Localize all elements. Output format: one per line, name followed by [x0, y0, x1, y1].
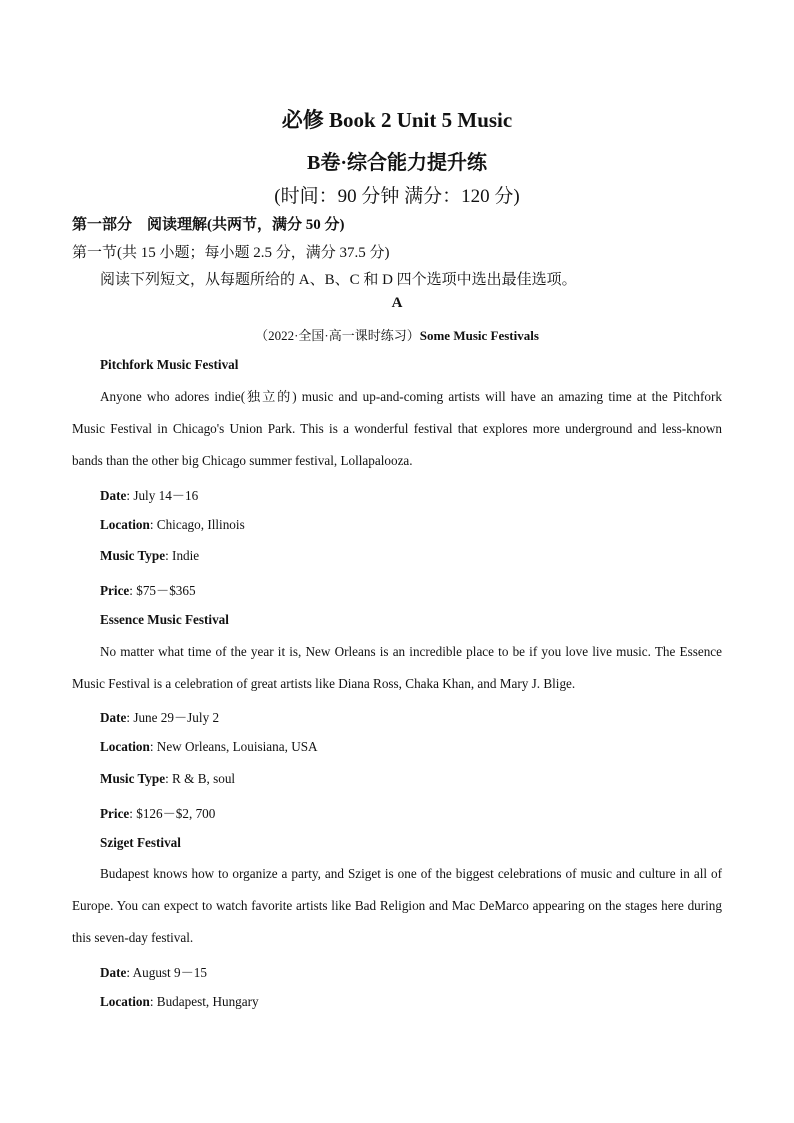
festival-location: Location: Budapest, Hungary — [100, 994, 259, 1009]
festival-price: Price: $126－$2, 700 — [100, 806, 216, 821]
festival-name: Essence Music Festival — [100, 612, 229, 627]
festival-music-type: Music Type: Indie — [100, 548, 200, 563]
instructions: 阅读下列短文，从每题所给的 A、B、C 和 D 四个选项中选出最佳选项。 — [100, 272, 577, 288]
festival-location: Location: New Orleans, Louisiana, USA — [100, 739, 318, 754]
section-part-heading: 第一部分 阅读理解(共两节，满分 50 分) — [72, 217, 345, 233]
festival-date: Date: June 29－July 2 — [100, 710, 220, 725]
festival-price: Price: $75－$365 — [100, 583, 196, 598]
festival-location: Location: Chicago, Illinois — [100, 517, 245, 532]
passage-letter: A — [391, 295, 403, 311]
festival-description: Anyone who adores indie(独立的) music and up-and-coming artists will have an amazing time at the Pitchfork Music Festival in Chicago's Union Park. This is a wonderful festival that explores more underground and less-known bands than the other big Chicago summer festival, Lollapalooza. — [72, 389, 722, 468]
festival-description: Budapest knows how to organize a party, and Sziget is one of the biggest celebrations of music and culture in all of Europe. You can expect to watch favorite artists like Bad Religion and Mac DeMarco appearing on the stages here during this seven-day festival. — [72, 866, 722, 945]
festival-date: Date: July 14－16 — [100, 488, 199, 503]
passage-source: （2022·全国·高一课时练习） — [255, 328, 420, 343]
document-subtitle: B卷·综合能力提升练 — [306, 152, 487, 174]
festival-name: Pitchfork Music Festival — [100, 357, 239, 372]
festival-date: Date: August 9－15 — [100, 965, 207, 980]
section-sub-heading: 第一节(共 15 小题；每小题 2.5 分，满分 37.5 分) — [72, 245, 390, 261]
document-title: 必修 Book 2 Unit 5 Music — [281, 108, 513, 132]
festival-music-type: Music Type: R & B, soul — [100, 771, 236, 786]
passage-title: Some Music Festivals — [419, 328, 539, 343]
exam-meta: (时间：90 分钟 满分：120 分) — [274, 186, 520, 207]
festival-name: Sziget Festival — [100, 835, 181, 850]
passage-heading — [0, 325, 794, 344]
festival-description: No matter what time of the year it is, New Orleans is an incredible place to be if you love live music. The Essence Music Festival is a celebration of great artists like Diana Ross, Chaka Khan, and Mary J. Blige. — [72, 644, 722, 691]
